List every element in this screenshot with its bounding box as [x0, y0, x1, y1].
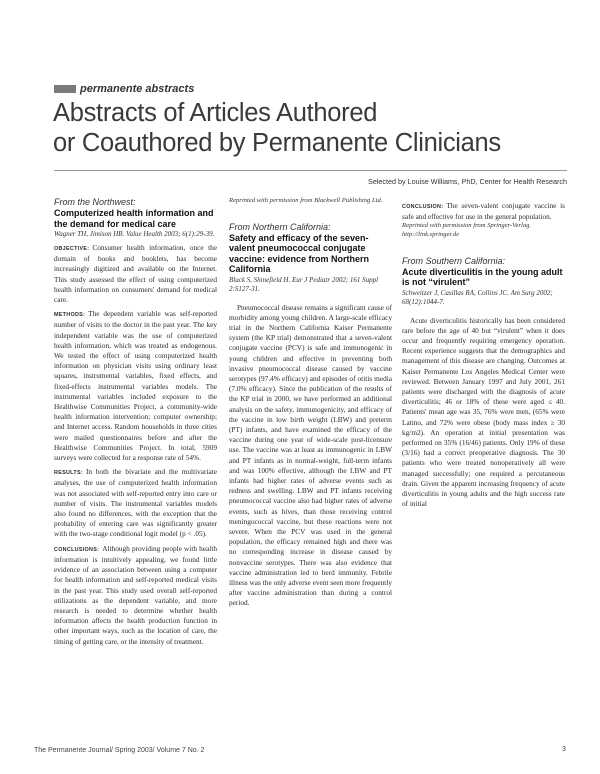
article-2-citation: Black S, Shinefield H. Eur J Pediatr 2002; 161 Suppl 2:S127-31.	[229, 275, 379, 293]
results-text: In both the bivariate and the multivariate analyses, the use of computerized health information was not associated with self-reported entry into care or number of visits. The instrumental variables models also found no differences, with the exception that the probability of entering care was significantly greater with the two-stage conditional logit model (p < .05).	[54, 467, 217, 539]
conclusions-label: CONCLUSIONS:	[54, 546, 100, 553]
section-tag	[54, 83, 194, 95]
article-2-title: Safety and efficacy of the seven-valent pneumococcal conjugate vaccine: evidence from Northern California	[229, 232, 370, 275]
article-1-conclusions	[54, 544, 217, 647]
article-2-conclusion	[402, 201, 565, 222]
objective-text: Consumer health information, once the domain of books and booklets, has become increasingly digitized and available on the Internet. This study assessed the effect of using computerized health information on consumers' demand for medical care.	[54, 243, 217, 305]
page-title-line-1: Abstracts of Articles Authored	[53, 99, 378, 127]
results-label: RESULTS:	[54, 470, 83, 477]
article-3-citation: Schweitzer J, Casillas RA, Collins JC. Am Surg 2002; 68(12):1044-7.	[402, 288, 553, 306]
objective-label: OBJECTIVE:	[54, 246, 90, 252]
article-1-objective	[54, 243, 217, 305]
article-1-results	[54, 467, 217, 539]
methods-label: METHODS:	[54, 312, 86, 319]
article-1-title: Computerized health information and the demand for medical care	[54, 208, 214, 229]
article-2-region: From Northern California:	[229, 221, 331, 232]
article-3-region: From Southern California:	[402, 255, 506, 266]
column-1	[54, 197, 217, 647]
article-1-citation: Wagner TH, Jimison HB. Value Health 2003; 6(1):29-39.	[54, 230, 215, 238]
article-3-body: Acute diverticulitis historically has been considered rare before the age of 40 but “virulent” when it does occur and frequently requiring emergency operation. Recent experience suggests that the demographics and management of this disease are changing. Outcomes at Kaiser Permanente Los Angeles Medical Center were reviewed. Between January 1997 and July 2001, 261 patients were discharged with the diagnosis of acute diverticulitis; 46 or 18% of these were aged ≤ 40. Patients' mean age was 35, 76% were men, (65% were Latino, and 72% were obese (body mass index ≥ 30 kg/m2). An operation at initial presentation was performed on 35% (16/46) patients. Only 19% of these (3/16) had a correct preoperative diagnosis. The 30 patients who were treated nonoperatively all were managed successfully; one required a percutaneous drain. Given the apparent increasing frequency of acute diverticulitis in young adults and the high success rate of initial	[402, 315, 565, 509]
conclusion-label: CONCLUSION:	[402, 204, 444, 210]
section-tag-bar	[54, 85, 76, 93]
conclusions-text: Although providing people with health information is intuitively appealing, we found little evidence of an association between using a computer for health information and self-reported medical visits in the past year. This study used overall self-reported utilizations as the dependent variable, and more research is needed to determine whether health information affects the health production function in other important ways, such as the location of care, the timing of getting care, or the intensity of treatment.	[54, 543, 217, 646]
journal-footer: The Permanente Journal/ Spring 2003/ Volume 7 No. 2	[34, 747, 205, 754]
article-2-reprint: Reprinted with permission from Springer-Verlag. http://link.springer.de	[402, 222, 532, 238]
page-title-line-2: or Coauthored by Permanente Clinicians	[53, 129, 501, 157]
article-2-body: Pneumococcal disease remains a significant cause of morbidity among young children. A large-scale efficacy trial in the Northern California Kaiser Permanente system (the KP trial) demonstrated that a seven-valent conjugate vaccine (PCV) is safe and immunogenic in young children and effective in preventing both invasive pneumococcal disease caused by vaccine serotypes (97.4% efficacy) and episodes of otitis media (7.0% efficacy). Since the publication of the results of the KP trial in 2000, we have performed an additional analysis on the safety, immunogenicity, and efficacy of the vaccine in low birth weight (LBW) and preterm (PT) infants, and have examined the efficacy of the vaccine during one year of wide-scale post-licensure use. The vaccine was at least as immunogenic in LBW and PT infants as in normal-weight, full-term infants and was 100% effective, although the LBW and PT infants had higher rates of adverse events such as redness and swelling. LBW and PT infants receiving pneumococcal vaccine also had higher rates of adverse events, such as hives, than those receiving control meningococcal vaccine, but these reactions were not severe. When the PCV was used in the general population, the efficacy remained high and there was no corresponding increase in disease caused by nonvaccine serotypes. There was also evidence that vaccine administration led to herd immunity. Febrile illness was the only adverse event seen more frequently after vaccine administration than during a control period.	[229, 302, 392, 608]
conclusion-text: The seven-valent conjugate vaccine is safe and effective for use in the general population.	[402, 201, 565, 222]
article-1-region: From the Northwest:	[54, 197, 136, 207]
article-1-reprint: Reprinted with permission from Blackwell Publishing Ltd.	[229, 197, 383, 204]
selected-by-credit: Selected by Louise Williams, PhD, Center for Health Research	[368, 177, 567, 186]
section-tag-label: permanente abstracts	[80, 83, 195, 95]
article-3-title: Acute diverticulitis in the young adult is not “virulent”	[402, 266, 563, 288]
column-3	[402, 197, 565, 509]
page-number: 3	[562, 746, 566, 753]
title-rule	[54, 170, 567, 171]
article-1-methods	[54, 309, 217, 463]
column-2	[229, 197, 392, 609]
page-title	[53, 98, 501, 158]
methods-text: The dependent variable was self-reported number of visits to the doctor in the past year. The key independent variable was the use of computerized health information, which was treated as endogenous. We tested the effect of using computerized health information on physician visits using ordinary least squares, instrumental variables, fixed effects, and fixed-effects instrumental variables models. The instrumental variables included exposure to the Healthwise Communities Project, a community-wide health information intervention; computer ownership; and Internet access. Random households in three cities were mailed questionnaires before and after the Healthwise Communities Project. In total, 5909 surveys were collected for a response rate of 54%.	[54, 309, 217, 463]
